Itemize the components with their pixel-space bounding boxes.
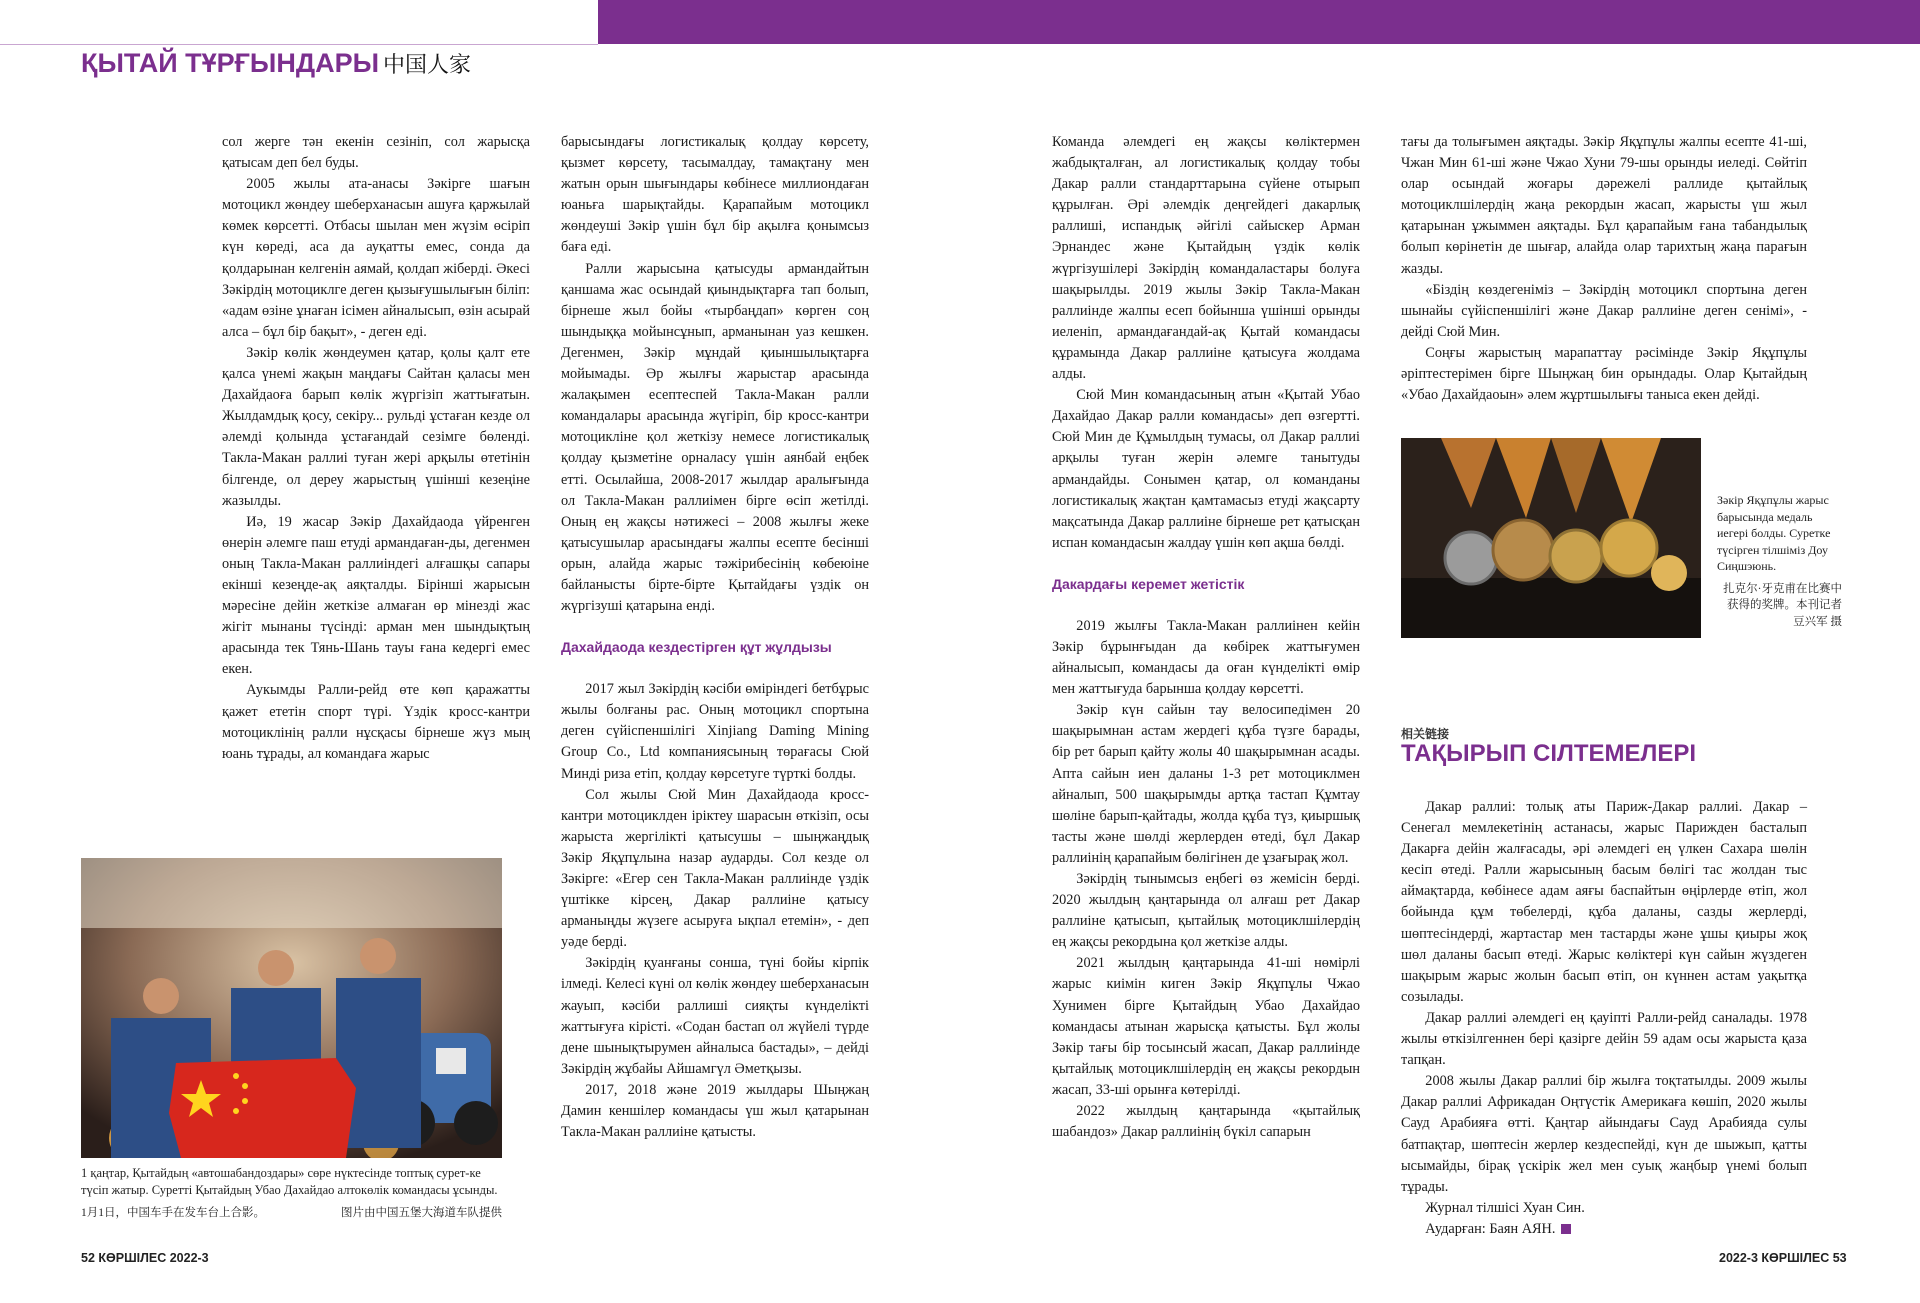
paragraph: 2005 жылы ата-анасы Зәкірге шағын мотоцикл жөндеу шеберханасын ашуға қаржылай көмек көрсетті. Отбасы шылан мен жүзім өсіріп күн көреді, аса да ауқатты емес, сонда да қолдарынан келгенін аямай, қолдап жіберді. Әкесі Зәкірдің мотоциклге деген қызығушылығын біліп: «адам өзіне ұнаған ісімен айналысып, өзін асырай алса – бұл бір бақыт», - деген еді. — [222, 176, 530, 340]
riders-photo-illustration — [81, 858, 502, 1158]
section-title — [81, 48, 471, 79]
paragraph: Зәкір көлік жөндеумен қатар, қолы қалт ете қалса үнемі жақын маңдағы Сайтан қаласы мен Дахайдаоға барып көлік жүргізіп жаттығатын. Жылдамдық қосу, секіру... рульді ұстаған кезде ол әлемді қолында ұстағандай сезімге бөленді. Такла-Макан раллиі туған жері арқылы өтетінін білгенде, ол дереу жарыстың үшінші кезеңіне жазылды. — [222, 344, 530, 509]
paragraph: 2017 жыл Зәкірдің кәсіби өміріндегі бетбұрыс жылы болғаны рас. Оның мотоцикл спортына деген сүйіспеншілігі Xinjiang Daming Mining Group Co., Ltd компаниясының төрағасы Сюй Минді риза етіп, қолдау көрсетуге түрткі болды. — [561, 681, 869, 782]
paragraph: Сол жылы Сюй Мин Дахайдаода кросс-кантри мотоциклден іріктеу шарасын өткізіп, осы жарыста жергілікті қатысушы – шыңжаңдық Зәкір Яқұпұлына назар аударды. Сол кезде ол Зәкірге: «Егер сен Такла-Макан раллиінде үздік үштікке кірсең, Дакар раллиіне қатысу арманыңды жүзеге асыруға ықпал етемін», - деп уәде берді. — [561, 786, 869, 951]
caption-text-cn — [81, 1205, 502, 1222]
paragraph: 2008 жылы Дакар раллиі бір жылға тоқтатылды. 2009 жылы Дакар раллиі Африкадан Оңтүстік Америкаға көшіп, 2020 жылы Сауд Арабияға өтті. Қаңтар айындағы Сауд Арабияда сулы батпақтар, шөптесін жерлер кездеспейді, күн де шыжып, қатты ысымайды, бірақ үскірік жел мен суық жаңбыр үнемі болып тұрады. — [1401, 1073, 1807, 1195]
paragraph: Команда әлемдегі ең жақсы көліктермен жабдықталған, ал логистикалық қолдау тобы Дакар ралли стандарттарына сүйене отырып құрылған. Әрі әлемдік деңгейдегі дакарлық раллиші, испандық әйгілі сайыскер Арман Эрнандес және Қытайдың үздік көлік жүргізушілері Зәкірдің командаластары болуға шақырылды. 2019 жылы Зәкір Такла-Макан раллиінде жалпы есеп бойынша үшінші орынды иеленіп, армандағандай-ақ Қытай командасы құрамында Дакар раллиіне қатысуға жолдама алды. — [1052, 134, 1360, 383]
header-color-band — [598, 0, 1920, 44]
article-column-4 — [1401, 132, 1807, 406]
paragraph: Дакар раллиі әлемдегі ең қауіпті Ралли-рейд саналады. 1978 жылы өткізілгеннен бері қазірге дейін 59 адам осы жарыста қаза тапқан. — [1401, 1009, 1807, 1069]
paragraph: 2022 жылдың қаңтарында «қытайлық шабандоз» Дакар раллиінің бүкіл сапарын — [1052, 1103, 1360, 1141]
paragraph: Зәкірдің қуанғаны сонша, түні бойы кірпік ілмеді. Келесі күні ол көлік жөндеу шеберханасын жауып, кәсіби раллиші сияқты күнделікті жаттығуға кірісті. «Содан бастап ол жүйелі түрде дене шынықтырумен айналыса бастады», – дейді Зәкірдің жұбайы Айшамгүл Әметқызы. — [561, 955, 869, 1077]
paragraph: «Біздің көздегеніміз – Зәкірдің мотоцикл спортына деген шынайы сүйіспеншілігі және Дакар раллиіне деген сенімі», - дейді Сюй Мин. — [1401, 281, 1807, 340]
credit-line: Журнал тілшісі Хуан Син. — [1425, 1199, 1585, 1216]
article-column-1 — [222, 132, 530, 765]
paragraph: Соңғы жарыстың марапаттау рәсімінде Зәкір Яқұпұлы әріптестерімен бірге Шыңжаң бин орындады. Олар Қытайдың «Убао Дахайдаоын» әлем жұртшылығы таныса екен дейді. — [1401, 344, 1807, 404]
credit-line — [1401, 1219, 1807, 1240]
paragraph: сол жерге тән екенін сезініп, сол жарысқа қатысам деп бел буды. — [222, 134, 530, 172]
header-rule — [0, 44, 598, 45]
paragraph: Дакар раллиі: толық аты Париж-Дакар раллиі. Дакар – Сенегал мемлекетінің астанасы, жарыс Парижден басталып Дакарға дейін жалғасады, әрі әлемдегі ең үлкен Сахара шөлін кесіп өтеді. Ралли жарысының басым бөлігі тас жолдан тыс аймақтарда, көбінесе адам аяғы баспайтын өңірлерде өтіп, жол бойында құм төбелерді, құба даланы, сазды жерлерді, шөптесіндерді, жартастар мен тастарды және ұшы қиыры жоқ шөл даланы басып өтеді. Жарыс көліктері күн сайын жүздеген шақырым жарыс жолын басып өтіп, он күннен астам уақытқа созылады. — [1401, 799, 1807, 1005]
caption-text-kk: 1 қаңтар, Қытайдың «автошабандоздары» сөре нүктесінде топтық сурет-ке түсіп жатыр. Суретті Қытайдың Убао Дахайдао алтокөлік командасы ұсынды. — [81, 1166, 498, 1197]
caption-text-cn: 扎克尔·牙克甫在比赛中获得的奖牌。本刊记者 豆兴军 摄 — [1723, 582, 1842, 628]
subheading: Дахайдаода кездестірген құт жұлдызы — [561, 639, 832, 656]
article-column-2 — [561, 132, 869, 1143]
caption-cn-left: 1月1日，中国车手在发车台上合影。 — [81, 1207, 265, 1219]
paragraph: Аукымды Ралли-рейд өте көп қаражатты қажет ететін спорт түрі. Үздік кросс-кантри мотоциклінің ралли нұсқасы бірнеше жүз мың юань тұрады, ал командаға жарыс — [222, 682, 530, 762]
article-column-3 — [1052, 132, 1360, 1143]
paragraph: Иә, 19 жасар Зәкір Дахайдаода үйренген өнерін әлемге паш етуді армандаған-ды, дегенмен оның Такла-Макан раллиіндегі алғашқы сапары екінші кезеңде-ақ аяқталды. Бірінші жарысын мәресіне дейін жеткізе алмаған өр мінезді жас жігіт мынаны түсінді: арман мен шындықтың арасында тек Тянь-Шань тауы ғана кедергі емес екен. — [222, 513, 530, 678]
paragraph: барысындағы логистикалық қолдау көрсету, қызмет көрсету, тасымалдау, тамақтану мен жатын орын шығындары көбінесе миллиондаған юаньға шарықтайды. Қарапайым мотоцикл жөндеуші Зәкір үшін бұл бір ақылға қонымсыз баға еді. — [561, 134, 869, 256]
related-title: ТАҚЫРЫП СІЛТЕМЕЛЕРІ — [1401, 740, 1697, 767]
paragraph: 2019 жылғы Такла-Макан раллиінен кейін Зәкір бұрынғыдан да көбірек жаттығумен айналысып, командасы да оған күнделікті өмір мен жаттығуда барынша қолдау көрсетті. — [1052, 617, 1360, 698]
photo-caption-riders — [81, 1165, 502, 1222]
paragraph: Сюй Мин командасының атын «Қытай Убао Дахайдао Дакар ралли командасы» деп өзгертті. Сюй Мин де Құмылдың тумасы, ол Дакар раллиі арқылы туған жерін әлемге танытуды армандайды. Сонымен қатар, ол команданы логистикалық жақтан қамтамасыз етуді жақсарту мақсатында Дакар раллиіне бірнеше рет қатысқан испан командасын жалдау үшін көп ақша бөлді. — [1052, 387, 1360, 551]
footer-right: 2022-3 КӨРШІЛЕС 53 — [1719, 1251, 1847, 1265]
paragraph: 2017, 2018 және 2019 жылдары Шыңжаң Дамин кеншілер командасы үш жыл қатарынан Такла-Макан раллиіне қатысты. — [561, 1081, 869, 1141]
section-title-kk: ҚЫТАЙ ТҰРҒЫНДАРЫ — [81, 48, 380, 78]
paragraph: Ралли жарысына қатысуды армандайтын қаншама жас осындай қиындықтарға тап болып, бірнеше жыл бойы «тырбаңдап» көрген соң шындыққа мойынсұнып, арманынан уаз кешкен. Дегенмен, Зәкір мұндай қиыншылықтарға мойымады. Әр жылғы жарыстар арасында жалақымен есептеспей Такла-Макан ралли командалары арасында жүгіріп, бір кросс-кантри мотоцикліне қол жеткізу немесе логистикалық қолдау қызметіне орналасу үшін аянбай еңбек етті. Осылайша, 2008-2017 жылдар аралығында ол Такла-Макан раллиімен бірге өсіп жетілді. Оның ең жақсы нәтижесі – 2008 жылғы жеке қатысушылар арасындағы жалпы есепте бесінші орын, алайда жарыс тәжірибесінің көбеюіне байланысты біртe-біртe Қытайдағы үздік он жүргізуші қатарына енді. — [561, 260, 869, 615]
end-mark-icon — [1561, 1224, 1571, 1234]
photo-medals — [1401, 438, 1701, 638]
caption-text-kk: Зәкір Яқұпұлы жарыс барысында медаль иегері болды. Суретке түсірген тілшіміз Доу Сиңшэюнь. — [1717, 493, 1831, 573]
related-text — [1401, 797, 1807, 1240]
medals-photo-illustration — [1401, 438, 1701, 638]
subheading: Дакардағы керемет жетістік — [1052, 575, 1245, 592]
caption-cn-right: 图片由中国五堡大海道车队提供 — [341, 1207, 502, 1219]
footer-left: 52 КӨРШІЛЕС 2022-3 — [81, 1251, 209, 1265]
paragraph: Зәкір күн сайын тау велосипедімен 20 шақырымнан астам жердегі құба түзге барады, бір рет барып қайту жолы 40 шақырымнан асады. Апта сайын иен даланы 1-3 рет мотоциклмен айналып, 500 шақырымды артқа тастап Құмтау шөліне барып-қайтады, жолда құба түз, қиыршық тасты және шөлді жерлерден өтеді, бұл Дакар раллиінің қарапайым бөлігінен де ұзағырақ жол. — [1052, 702, 1360, 866]
paragraph: тағы да толығымен аяқтады. Зәкір Яқұпұлы жалпы есепте 41-ші, Чжан Мин 61-ші және Чжао Хуни 79-шы орынды иеледі. Сөйтіп олар осындай жоғары дәрежелі раллиде қытайлық мотоциклшілердің жаңа рекордын жасап, жарысты үш жыл қатарынан ұжыммен аяқтады. Бұл қарапайым ғана табандылық болып көрінетін де шығар, алайда олар тарихтың жаңа парағын жазды. — [1401, 134, 1807, 277]
paragraph: Зәкірдің тынымсыз еңбегі өз жемісін берді. 2020 жылдың қаңтарында ол алғаш рет Дакар раллиіне қатысып, қытайлық мотоциклшілердің ең жақсы рекордына қол жеткізе алды. — [1052, 871, 1360, 951]
translator-credit: Аударған: Баян АЯН. — [1425, 1220, 1556, 1237]
related-label-cn: 相关链接 — [1401, 727, 1450, 741]
photo-riders-with-flag — [81, 858, 502, 1158]
photo-caption-medals — [1717, 492, 1842, 630]
paragraph: 2021 жылдың қаңтарында 41-ші нөмірлі жарыс киімін киген Зәкір Яқұпұлы Чжао Хунимен бірге Қытайдың Убао Дахайдао командасы атынан жарысқа қатысты. Бұл жолы Зәкір тағы бір тосынсый жасап, Дакар раллиінде қытайлық мотоциклшілердің ең жақсы рекордын жасап, 33-ші орынға көтерілді. — [1052, 955, 1360, 1098]
section-title-cn: 中国人家 — [383, 52, 472, 77]
